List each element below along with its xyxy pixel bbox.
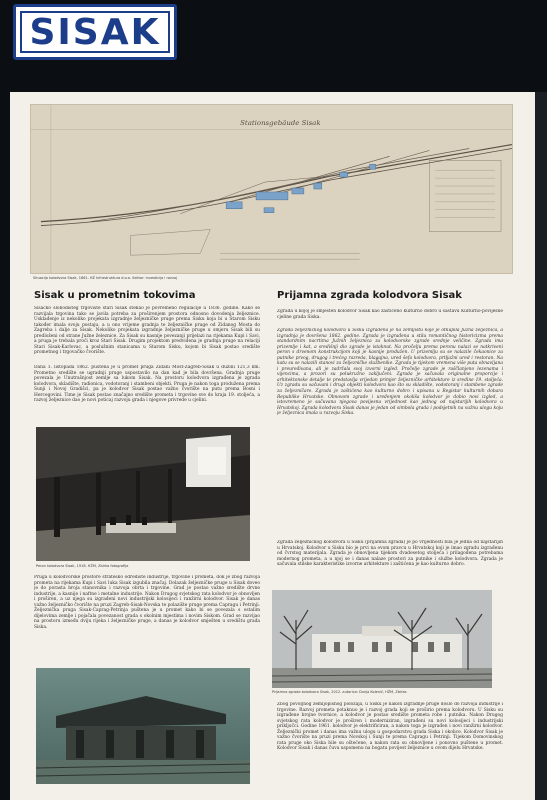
right-paragraph-1: Zgrada željezničkog kolodvora u Sisku izgrađena je na zemljištu koje je otkupila Južna željeznica, a izgradnja je dovršena 1862. godine. Zgrada je izgrađena u stilu romantičnog historicizma prema standardnim nacrtima Južnih željeznica za kolodvorske zgrade srednje veličine. Zgrada ima prizemlje i kat, a središnji dio zgrade je istaknut. Na pročelju prema peronu nalazi se natkriveni peron s drvenom konstrukcijom koji je kasnije produžen. U prizemlju su se nalazile čekaonice za putnike prvog, drugog i trećeg razreda, blagajna, ured šefa kolodvora, prtljažni ured i restoran. Na katu su se nalazili stanovi za željezničke službenike. Zgrada je tijekom vremena više puta obnavljana i preuređivana, ali je zadržala svoj izvorni izgled. Pročelje zgrade je raščlanjeno lezenama i vijencima, a prozori su polukružno zaključeni. Zgrada je sačuvala originalne proporcije i arhitektonske detalje te predstavlja vrijedan primjer željezničke arhitekture iz sredine 19. stoljeća. Uz zgradu su sačuvani i drugi objekti kolodvora kao što su skladište, vodotoranj i stambene zgrade za željezničare. Zgrada je zaštićena kao kulturno dobro i upisana u Registar kulturnih dobara Republike Hrvatske. Obnovom zgrade i uređenjem okoliša kolodvor je dobio novi izgled, a istovremeno je sačuvana njegova povijesna vrijednost kao jednog od najstarijih kolodvora u Hrvatskoj. Zgrada kolodvora Sisak danas je jedan od simbola grada i podsjetnik na važnu ulogu koju je željeznica imala u razvoju Siska. [277, 328, 503, 417]
platform-photo-caption: Peron kolodvora Sisak, 1918. HŽM, Zbirka fotografija [36, 564, 129, 568]
reception-building-photo [272, 590, 492, 688]
sign-inner-border [20, 11, 170, 53]
station-name-sign [13, 4, 177, 60]
reception-building-caption: Prijamna zgrada kolodvora Sisak, 2012. autorica: Dunja Kolenić, HŽM, Zbirka [272, 690, 407, 694]
reception-building-photo-image [272, 590, 492, 688]
left-paragraph-2: Dana 1. listopada 1862. puštena je u promet pruga Zidani Most-Zagreb-Sisak u dužini 121,3 km. Prometno središte se ugradnji pruge uspostavilo na dan kad je bila dovršena. Gradnja pruge povezala je Unutrašnjost zemlje sa lukom Sisak. Na prostoru kolodvora izgrađena je zgrada kolodvora, skladište, radionica, vodotoranj i stambeni objekti. Pruga je nakon toga produžena prema Sunji i Novoj Gradišci, pa je kolodvor Sisak postao važno čvorište na putu prema Bosni i Hercegovini. Time je Sisak postao značajno središte prometa i trgovine sve do kraja 19. stoljeća, a razvoj željeznice dao je novi poticaj razvoju grada i njegove privrede u cjelini. [34, 365, 260, 404]
left-paragraph-3: Pruga u kolodvorske prostore strateško odredište industrije, trgovine i prometa, dok je zbog razvoja prometa na rijekama Kupi i Savi luka Sisak izgubila značaj. Dolazak željezničke pruge u Sisak doveo je do porasta broja stanovnika i razvoja obrta i trgovine. Grad je postao važno središte drvne industrije, a kasnije i naftne i metalne industrije. Nakon Drugog svjetskog rata kolodvor je obnovljen i proširen, a uz njega su izgrađeni novi industrijski kolosijeci i ranžirni kolodvor. Sisak je danas važno željezničko čvorište na pruzi Zagreb-Sisak-Novska te polazište pruge prema Capragu i Petrinji. Željeznička pruga Sisak-Caprag-Petrinja puštena je u promet kako bi se povezala s ostalim dijelovima zemlje i pojačala povezanost grada s okolnim mjestima i novim Siskom. Grad se razvijao na prostoru između dviju rijeka i željezničke pruge, a danas je kolodvor smješten u središtu grada Siska. [34, 575, 260, 630]
map-title: Stationsgebäude Sisak [240, 118, 321, 127]
station-plan-map [30, 104, 513, 274]
map-caption: Situacija kolodvora Sisak, 1861. HŽ Infrastruktura d.o.o. Sektor: investicija i razvoj [33, 276, 178, 280]
left-heading: Sisak u prometnim tokovima [34, 290, 196, 301]
station-shed-photo [36, 668, 250, 784]
station-shed-photo-image [36, 668, 250, 784]
right-paragraph-2: Zgrada željezničkog kolodvora u Sisku (prijamna zgrada) je po vrijednosti bila je jedna od najstarijih u Hrvatskoj. Kolodvor u Sisku bio je prvi na ovom pravcu u Hrvatskoj koji je imao zgradu izgrađenu od čvrstog materijala. Zgrada je obnovljena tijekom dvadesetog stoljeća i prilagođena potrebama modernog prometa, a u njoj se i danas nalaze prostori za putnike i službe kolodvora. Zgrada je sačuvala stilske karakteristike izvorne arhitekture i zaštićena je kao kulturno dobro. [277, 540, 503, 568]
plan-drawing [31, 105, 512, 273]
platform-photo-image [36, 427, 250, 561]
wall-edge [535, 92, 547, 800]
right-heading: Prijamna zgrada kolodvora Sisak [277, 290, 462, 301]
right-paragraph-3: Zbog povoljnog zemljopisnog položaja, u Sisku je nakon izgradnje pruge došlo do razvoja industrije i trgovine. Razvoj prometa potaknuo je i razvoj grada koji se proširio prema kolodvoru. U Sisku su izgrađene brojne tvornice, a kolodvor je postao središte prometa robe i putnika. Nakon Drugog svjetskog rata kolodvor je proširen i moderniziran, izgrađeni su novi kolosijeci i industrijski priključci. Godine 1961. kolodvor je elektrificiran, a nakon toga je izgrađen i novi ranžirni kolodvor. Željeznički promet i danas ima važnu ulogu u gospodarstvu grada Siska i okolice. Kolodvor Sisak je važno čvorište na pruzi prema Novskoj i Sunji te prema Capragu i Petrinji. Tijekom Domovinskog rata pruge oko Siska bile su oštećene, a nakon rata su obnovljene i ponovno puštene u promet. Kolodvor Sisak i danas čuva uspomenu na bogatu povijest željeznice u ovom dijelu Hrvatske. [277, 702, 503, 752]
platform-photo [36, 427, 250, 561]
left-paragraph-1: Sisačko slobodišteg trgovište stari Sisak stekao je povremeno regulacije u 1836. godine. Kako se razvijala trgovina tako se javila potreba za proširenjem prostora odnosno dovodenja željeznice. Usklađenje iz nekoliko projekata izgradnje željezničke pruge prema Sisku koja bi u Starom Sisku također imala svoju postaju, a u ono vrijeme gradnja te željezničke pruge od Zidanog Mosta do Zagreba i dalje za Sisak. Nekoliko projekata izgradnje željezničke pruge u smjeru Sisak bili su predloženi od strane Južne železnice. Za Sisak su kasnije povezanji prijelazi na rijekama Kupi i Savi, a pruga je trebala proći kroz Stari Sisak. Drugim projektom predviđena je gradnja pruge na relaciji Stari Sisak-Karlovac, a poslužnim stanicama u Starom Sisku, kojom bi Sisak postao središte prometnog i trgovačko čvorište. [34, 306, 260, 356]
right-intro: Zgrada u kojoj je smješten kolodvor Sisak kao zaštićeno kulturno dobro u sastavu Kulturno-povijesne cjeline grada Siska. [277, 309, 503, 320]
sign-text: SISAK [29, 11, 161, 53]
